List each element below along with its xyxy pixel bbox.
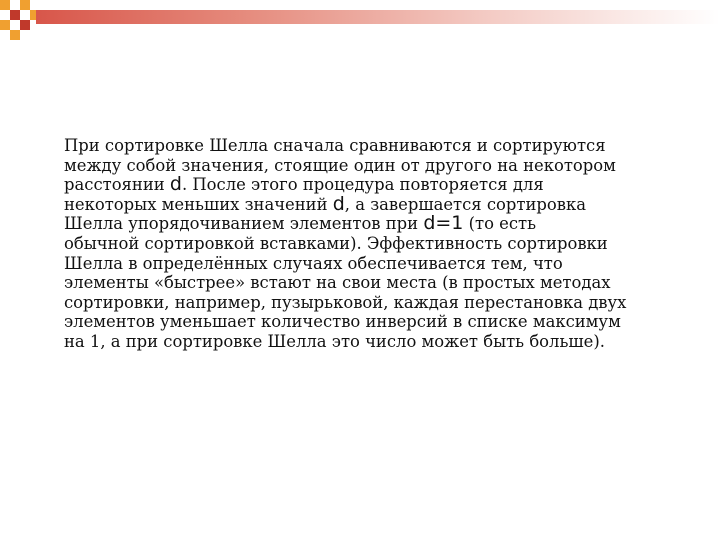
text-line: элементов уменьшает количество инверсий в списке максимум [64,312,621,332]
corner-block-3 [20,0,30,10]
text-line: между собой значения, стоящие один от другого на некотором [64,155,616,175]
text-line [64,192,664,215]
corner-block-2 [10,10,20,20]
text-line: обычной сортировкой вставками). Эффективность сортировки [64,233,608,253]
variable-d: d [169,173,182,196]
text-line: на 1, а при сортировке Шелла это число может быть больше). [64,331,605,351]
text-segment: (то есть [463,214,537,234]
body-paragraph [64,136,664,352]
corner-block-5 [20,20,30,30]
text-segment: , а завершается сортировка [344,194,586,214]
text-line: Шелла в определённых случаях обеспечивается тем, что [64,253,563,273]
text-line [64,214,664,234]
text-segment: расстоянии [64,175,170,195]
text-line: элементы «быстрее» встают на свои места (в простых методах [64,273,611,293]
corner-block-1 [0,0,10,10]
text-line: сортировки, например, пузырьковой, каждая перестановка двух [64,292,627,312]
text-line [64,175,664,195]
text-line: При сортировке Шелла сначала сравниваются и сортируются [64,136,606,155]
corner-block-4 [0,20,10,30]
header-gradient-bar [36,10,720,24]
corner-block-7 [10,30,20,40]
text-segment: Шелла упорядочиванием элементов при [64,214,424,234]
text-segment: . После этого процедура повторяется для [181,175,544,195]
text-segment: некоторых меньших значений [64,194,333,214]
variable-d-equals-1: d=1 [423,212,464,235]
variable-d: d [332,192,345,215]
